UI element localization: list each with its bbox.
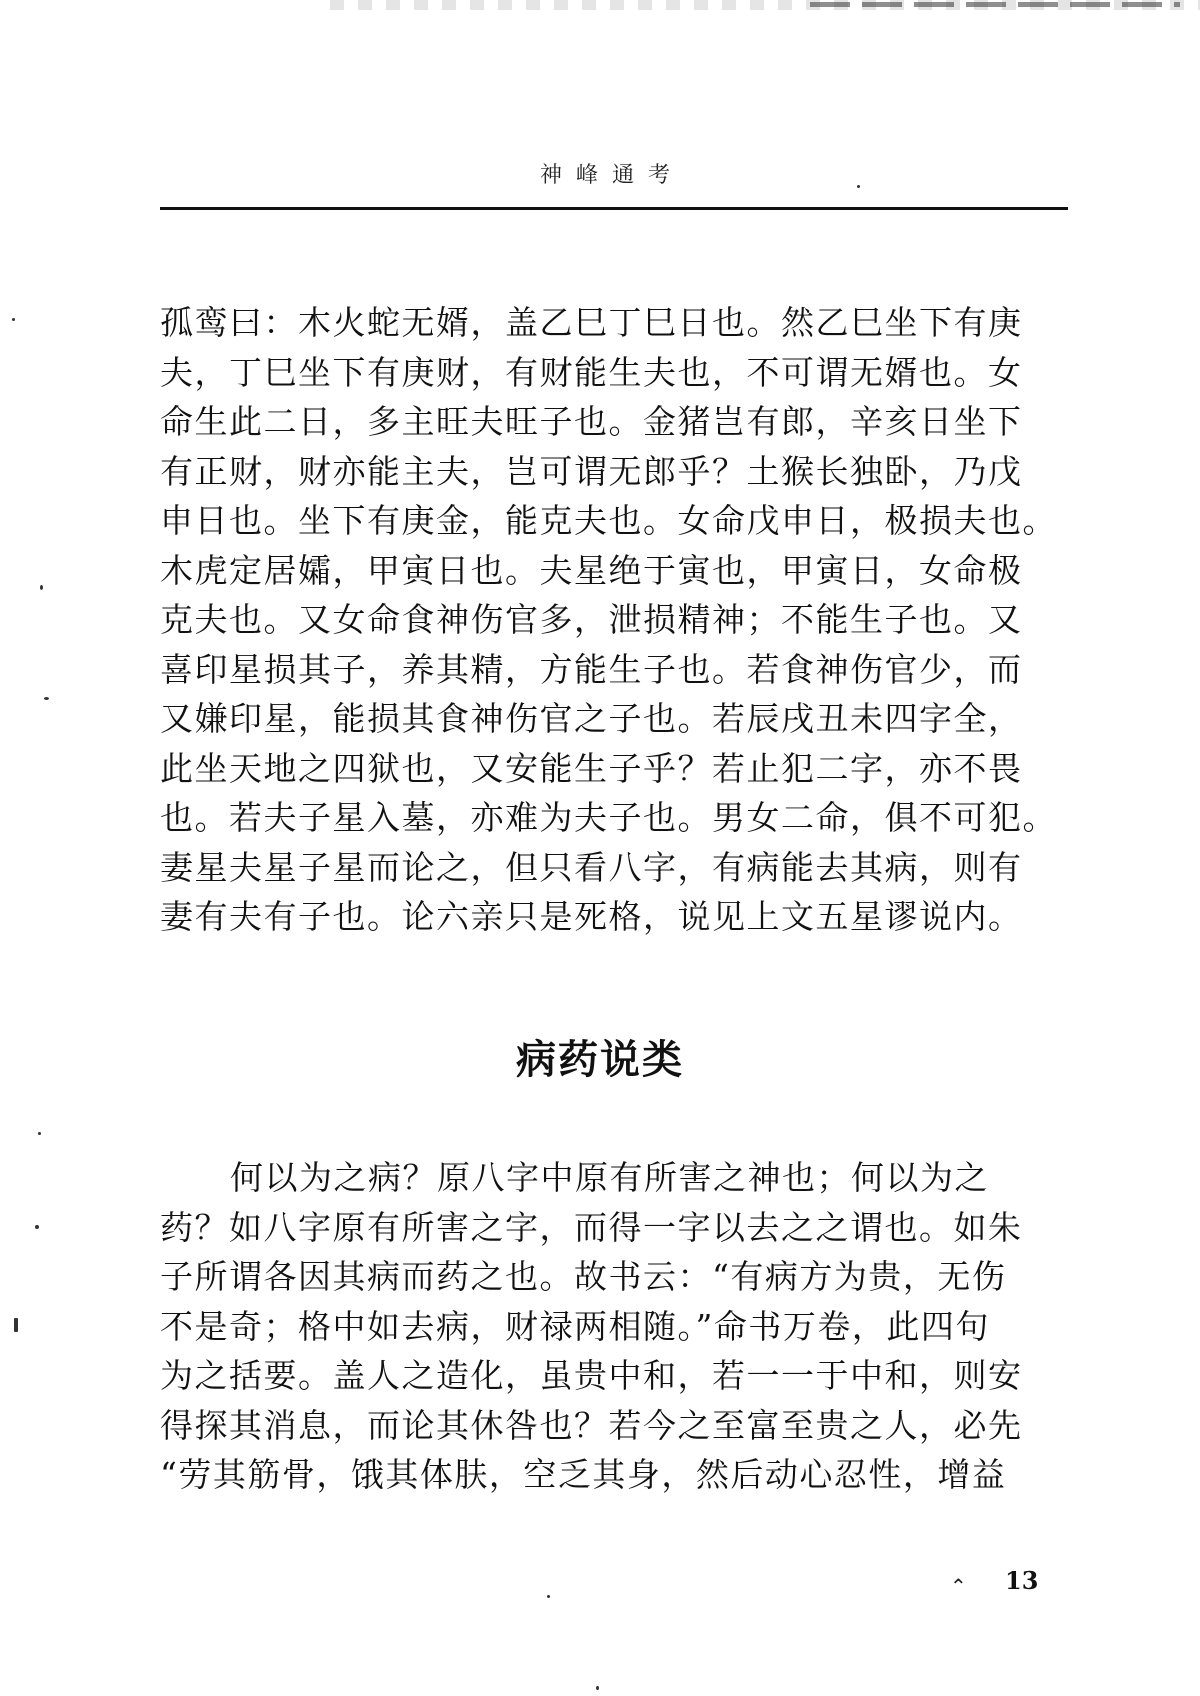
text-line: 有正财，财亦能主夫，岂可谓无郎乎？土猴长独卧，乃戊 [160,451,1023,491]
text-line: 又嫌印星，能损其食神伤官之子也。若辰戌丑未四字全， [160,699,1023,738]
text-line: 喜印星损其子，养其精，方能生子也。若食神伤官少，而 [160,649,1023,689]
text-line: 也。若夫子星入墓，亦难为夫子也。男女二命，俱不可犯。 [160,798,1057,837]
text-line: 药？如八字原有所害之字，而得一字以去之之谓也。如朱 [160,1207,1023,1247]
text-line: 子所谓各因其病而药之也。故书云：“有病方为贵，无伤 [160,1257,1007,1296]
scan-noise-top-dark [810,2,1180,7]
scan-speck [14,1318,18,1332]
scan-speck [44,697,49,700]
text-line: 何以为之病？原八字中原有所害之神也；何以为之 [230,1158,989,1197]
scan-speck [35,1225,39,1229]
text-line: 孤鸾曰：木火蛇无婿，盖乙巳丁巳日也。然乙巳坐下有庚 [160,303,1023,342]
text-line: 克夫也。又女命食神伤官多，泄损精神；不能生子也。又 [160,600,1023,639]
paragraph-marriage-children [160,298,1080,942]
text-line: 木虎定居孀，甲寅日也。夫星绝于寅也，甲寅日，女命极 [160,550,1023,590]
text-line: 申日也。坐下有庚金，能克夫也。女命戊申日，极损夫也。 [160,501,1057,540]
text-line: 此坐天地之四狱也，又安能生子乎？若止犯二字，亦不畏 [160,748,1023,788]
paragraph-illness-remedy [160,1153,1080,1500]
scan-speck [857,185,860,188]
text-line: 为之括要。盖人之造化，虽贵中和，若一一于中和，则安 [160,1356,1023,1395]
scan-speck [40,585,43,590]
header-rule [160,207,1068,210]
text-line: 夫，丁巳坐下有庚财，有财能生夫也，不可谓无婿也。女 [160,352,1023,392]
scan-speck [547,1595,550,1598]
text-line: 不是奇；格中如去病，财禄两相随。”命书万卷，此四句 [160,1306,990,1346]
scan-speck [38,1132,41,1135]
running-header: 神峰通考 [540,163,685,188]
text-line: 妻有夫有子也。论六亲只是死格，说见上文五星谬说内。 [160,897,1023,936]
text-line: 妻星夫星子星而论之，但只看八字，有病能去其病，则有 [160,847,1023,887]
text-line: 命生此二日，多主旺夫旺子也。金猪岂有郎，辛亥日坐下 [160,402,1023,441]
scan-speck [596,1686,599,1690]
page-number: 13 [1005,1566,1039,1595]
page-corner-mark: ⌃ [950,1574,967,1598]
section-title: 病药说类 [516,1037,684,1083]
text-line: “劳其筋骨，饿其体肤，空乏其身，然后动心忍性，增益 [160,1455,1007,1494]
text-line: 得探其消息，而论其休咎也？若今之至富至贵之人，必先 [160,1405,1023,1445]
scan-speck [12,318,15,321]
